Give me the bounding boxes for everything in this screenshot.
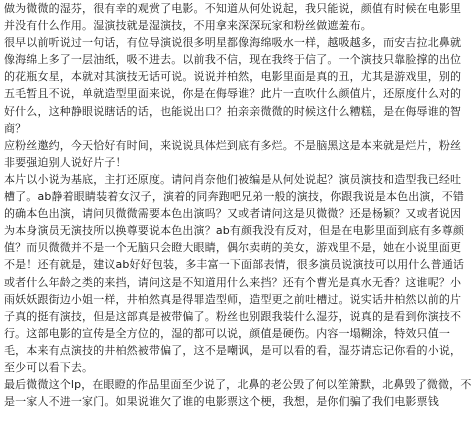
paragraph: 做为微微的湿芬，很有幸的观赏了电影。不知道从何处说起，我只能说，颜值有时候在电影里并没有什么作用。湿演技就是湿演技，不用拿来深深玩家和粉丝做遮羞布。 [4, 2, 462, 33]
paragraph: 应粉丝邀约，今天恰好有时间，来说说具体烂到底有多烂。不是脑黑这是本来就是烂片，粉丝非要强迫别人说好片子！ [4, 138, 462, 169]
paragraph: 最后微微这个lp，在眼瞪的作品里面至少说了，北鼻的老公毁了何以笙箫默，北鼻毁了微微，不是一家人不进一家门。如果说谁欠了谁的电影票这个梗，我想，是你们骗了我们电影票钱 [4, 378, 472, 409]
paragraph: 本片以小说为基底，主打还原度。请问肖奈他们被编是从何处说起？演员演技和造型我已经吐槽了。ab静着眼睛装着女汉子，演着的同奔跑吧兄弟一般的演技，你跟我说是本色出演，不错的确本色出演，请问贝微微需要本色出演吗？又或者请问这是贝微微？还是杨颖？又或者说因为本身演员无演技所以换尊要说本色出演？ab有颜我没有反对，但是在电影里面到底有多尊颜值？而贝微微并不是一个无脑只会瞪大眼睛，偶尔卖萌的美女，游戏里不是，她在小说里面更不是！还有就是，建议ab好好包装，多丰富一下面部表情，很多演员说演技可以用什么普通话或者什么年龄之类的来挡，请问这是不知道用什么来挡？还有个曹光是真水无香？这谁呢？小雨妖妖跟街边小姐一样，井柏然真是得罪造型师，造型更之前吐槽过。说实话井柏然以前的片子真的挺有演技，但是这部真是被带偏了。粉丝也别跟我装什么湿芬，说真的是看到你演技不行。这部电影的宣传是全方位的，湿的都可以说，颜值是硬伤。内容一塌糊涂，特效只值一毛，本来有点演技的井柏然被带偏了，这不是嘲讽，是可以看的看，湿芬请忘记你看的小说，至少可以看下去。 [4, 172, 465, 374]
paragraph: 很早以前听说过一句话，有位导演说很多明星都像海绵吸水一样，越吸越多，而安吉拉北鼻就像海绵上多了一层油纸，吸不进去。以前我不信，现在我终于信了。一个演技只靠脸撑的出位的花瓶女星，本就对其演技无话可说。说说并柏然，电影里面是真的丑，尤其是游戏里，别的五毛暂且不说，单就造型里面来说，你是在侮辱谁？此片一直吹什么颜值片，还原度什么对的好什么，这种静眼说瞎话的话，也能说出口？拍亲亲微微的时候这什么糟糕，是在侮辱谁的智商？ [4, 36, 462, 135]
document-body [4, 0, 472, 410]
